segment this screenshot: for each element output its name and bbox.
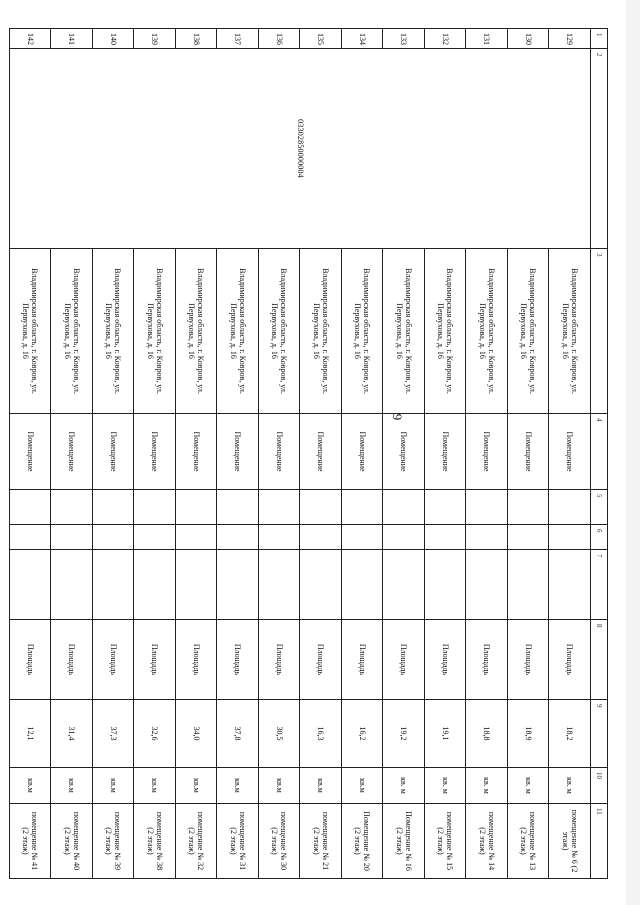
address-cell: Владимирская область, г. Ковров, ул. Первухова, д. 16 — [383, 249, 425, 414]
rotated-page — [21, 28, 608, 878]
object-type-cell: Помещение — [300, 414, 342, 490]
empty-cell — [300, 550, 342, 620]
empty-cell — [383, 525, 425, 550]
empty-cell — [259, 490, 301, 525]
empty-cell — [217, 490, 259, 525]
empty-cell — [93, 490, 135, 525]
parameter-cell: Площадь — [549, 620, 591, 700]
unit-cell: кв. м — [425, 768, 467, 804]
parameter-cell: Площадь — [259, 620, 301, 700]
empty-cell — [217, 525, 259, 550]
area-value-cell: 18,8 — [466, 700, 508, 768]
empty-cell — [508, 550, 550, 620]
row-number-cell: 132 — [425, 29, 467, 49]
area-value-cell: 32,6 — [134, 700, 176, 768]
row-number-cell: 129 — [549, 29, 591, 49]
unit-cell: кв. м — [383, 768, 425, 804]
room-name-cell: помещение № 21 (2 этаж) — [300, 804, 342, 879]
parameter-cell: Площадь — [134, 620, 176, 700]
empty-cell — [342, 490, 384, 525]
parameter-cell: Площадь — [425, 620, 467, 700]
column-header: 5 — [591, 490, 608, 525]
empty-cell — [10, 525, 52, 550]
area-value-cell: 16,2 — [342, 700, 384, 768]
area-value-cell: 16,3 — [300, 700, 342, 768]
object-type-cell: Помещение — [10, 414, 52, 490]
empty-cell — [549, 525, 591, 550]
empty-cell — [217, 550, 259, 620]
object-type-cell: Помещение — [549, 414, 591, 490]
room-name-cell: Помещение № 16 (2 этаж) — [383, 804, 425, 879]
row-number-cell: 142 — [10, 29, 52, 49]
room-name-cell: помещение № 38 (2 этаж) — [134, 804, 176, 879]
empty-cell — [508, 525, 550, 550]
empty-cell — [93, 550, 135, 620]
object-type-cell: Помещение — [259, 414, 301, 490]
area-value-cell: 12,1 — [10, 700, 52, 768]
empty-cell — [176, 550, 218, 620]
area-value-cell: 19,2 — [383, 700, 425, 768]
empty-cell — [466, 490, 508, 525]
room-name-cell: помещение № 13 (2 этаж) — [508, 804, 550, 879]
parameter-cell: Площадь — [10, 620, 52, 700]
object-type-cell: Помещение — [466, 414, 508, 490]
parameter-cell: Площадь — [383, 620, 425, 700]
object-type-cell: Помещение — [217, 414, 259, 490]
empty-cell — [549, 490, 591, 525]
empty-cell — [51, 550, 93, 620]
parameter-cell: Площадь — [342, 620, 384, 700]
empty-cell — [51, 525, 93, 550]
empty-cell — [10, 550, 52, 620]
row-number-cell: 133 — [383, 29, 425, 49]
empty-cell — [466, 550, 508, 620]
empty-cell — [342, 550, 384, 620]
empty-cell — [342, 525, 384, 550]
column-number-row — [591, 29, 608, 879]
object-type-cell: Помещение — [51, 414, 93, 490]
column-header: 8 — [591, 620, 608, 700]
object-type-cell: Помещение — [176, 414, 218, 490]
row-number-cell: 138 — [176, 29, 218, 49]
empty-cell — [134, 490, 176, 525]
empty-cell — [51, 490, 93, 525]
area-value-cell: 19,1 — [425, 700, 467, 768]
parameter-cell: Площадь — [51, 620, 93, 700]
column-header: 3 — [591, 249, 608, 414]
empty-cell — [383, 490, 425, 525]
room-name-cell: помещение № 41 (2 этаж) — [10, 804, 52, 879]
empty-cell — [176, 490, 218, 525]
object-type-cell: Помещение — [342, 414, 384, 490]
object-type-cell: Помещение — [383, 414, 425, 490]
address-cell: Владимирская область, г. Ковров, ул. Первухова, д. 16 — [134, 249, 176, 414]
row-number-cell: 139 — [134, 29, 176, 49]
unit-cell: кв.м — [217, 768, 259, 804]
empty-cell — [93, 525, 135, 550]
parameter-cell: Площадь — [300, 620, 342, 700]
empty-cell — [425, 490, 467, 525]
empty-cell — [134, 550, 176, 620]
room-name-cell: помещение № 14 (2 этаж) — [466, 804, 508, 879]
table-body — [10, 29, 591, 879]
unit-cell: кв.м — [10, 768, 52, 804]
row-number-cell: 135 — [300, 29, 342, 49]
empty-cell — [300, 490, 342, 525]
column-header: 1 — [591, 29, 608, 49]
table-row — [549, 29, 591, 879]
column-header: 7 — [591, 550, 608, 620]
empty-cell — [300, 525, 342, 550]
unit-cell: кв.м — [259, 768, 301, 804]
empty-cell — [259, 550, 301, 620]
empty-cell — [425, 525, 467, 550]
address-cell: Владимирская область, г. Ковров, ул. Первухова, д. 16 — [549, 249, 591, 414]
empty-cell — [134, 525, 176, 550]
cadastral-number-cell: 03302850000004 — [10, 49, 591, 249]
scan-edge — [626, 0, 640, 905]
room-name-cell: Помещение № 20 (2 этаж) — [342, 804, 384, 879]
area-value-cell: 37,8 — [217, 700, 259, 768]
row-number-cell: 137 — [217, 29, 259, 49]
address-cell: Владимирская область, г. Ковров, ул. Первухова, д. 16 — [259, 249, 301, 414]
room-name-cell: помещение № 30 (2 этаж) — [259, 804, 301, 879]
unit-cell: кв. м — [549, 768, 591, 804]
address-cell: Владимирская область, г. Ковров, ул. Первухова, д. 16 — [51, 249, 93, 414]
row-number-cell: 140 — [93, 29, 135, 49]
room-name-cell: помещение № 15 (2 этаж) — [425, 804, 467, 879]
room-name-cell: помещение № 40 (2 этаж) — [51, 804, 93, 879]
row-number-cell: 141 — [51, 29, 93, 49]
page-number: 9 — [390, 413, 405, 421]
object-type-cell: Помещение — [425, 414, 467, 490]
parameter-cell: Площадь — [217, 620, 259, 700]
object-type-cell: Помещение — [93, 414, 135, 490]
column-header: 4 — [591, 414, 608, 490]
column-header: 10 — [591, 768, 608, 804]
property-table — [9, 28, 608, 879]
area-value-cell: 34,0 — [176, 700, 218, 768]
row-number-cell: 131 — [466, 29, 508, 49]
column-header: 6 — [591, 525, 608, 550]
room-name-cell: помещение № 39 (2 этаж) — [93, 804, 135, 879]
area-value-cell: 31,4 — [51, 700, 93, 768]
unit-cell: кв.м — [93, 768, 135, 804]
object-type-cell: Помещение — [134, 414, 176, 490]
address-cell: Владимирская область, г. Ковров, ул. Первухова, д. 16 — [217, 249, 259, 414]
unit-cell: кв. м — [466, 768, 508, 804]
room-name-cell: помещение № 32 (2 этаж) — [176, 804, 218, 879]
unit-cell: кв.м — [300, 768, 342, 804]
address-cell: Владимирская область, г. Ковров, ул. Первухова, д. 16 — [466, 249, 508, 414]
area-value-cell: 18,9 — [508, 700, 550, 768]
address-cell: Владимирская область, г. Ковров, ул. Первухова, д. 16 — [425, 249, 467, 414]
address-cell: Владимирская область, г. Ковров, ул. Первухова, д. 16 — [176, 249, 218, 414]
address-cell: Владимирская область, г. Ковров, ул. Первухова, д. 16 — [508, 249, 550, 414]
object-type-cell: Помещение — [508, 414, 550, 490]
empty-cell — [425, 550, 467, 620]
unit-cell: кв.м — [51, 768, 93, 804]
parameter-cell: Площадь — [508, 620, 550, 700]
area-value-cell: 37,3 — [93, 700, 135, 768]
unit-cell: кв.м — [176, 768, 218, 804]
empty-cell — [259, 525, 301, 550]
empty-cell — [466, 525, 508, 550]
address-cell: Владимирская область, г. Ковров, ул. Первухова, д. 16 — [10, 249, 52, 414]
area-value-cell: 30,5 — [259, 700, 301, 768]
empty-cell — [549, 550, 591, 620]
row-number-cell: 136 — [259, 29, 301, 49]
parameter-cell: Площадь — [176, 620, 218, 700]
empty-cell — [508, 490, 550, 525]
empty-cell — [176, 525, 218, 550]
parameter-cell: Площадь — [466, 620, 508, 700]
area-value-cell: 18,2 — [549, 700, 591, 768]
column-header: 11 — [591, 804, 608, 879]
unit-cell: кв. м — [508, 768, 550, 804]
parameter-cell: Площадь — [93, 620, 135, 700]
unit-cell: кв.м — [134, 768, 176, 804]
empty-cell — [10, 490, 52, 525]
address-cell: Владимирская область, г. Ковров, ул. Первухова, д. 16 — [300, 249, 342, 414]
row-number-cell: 130 — [508, 29, 550, 49]
room-name-cell: помещение № 6 (2 этаж) — [549, 804, 591, 879]
column-header: 2 — [591, 49, 608, 249]
row-number-cell: 134 — [342, 29, 384, 49]
column-header: 9 — [591, 700, 608, 768]
address-cell: Владимирская область, г. Ковров, ул. Первухова, д. 16 — [342, 249, 384, 414]
unit-cell: кв.м — [342, 768, 384, 804]
address-cell: Владимирская область, г. Ковров, ул. Первухова, д. 16 — [93, 249, 135, 414]
empty-cell — [383, 550, 425, 620]
room-name-cell: помещение № 31 (2 этаж) — [217, 804, 259, 879]
